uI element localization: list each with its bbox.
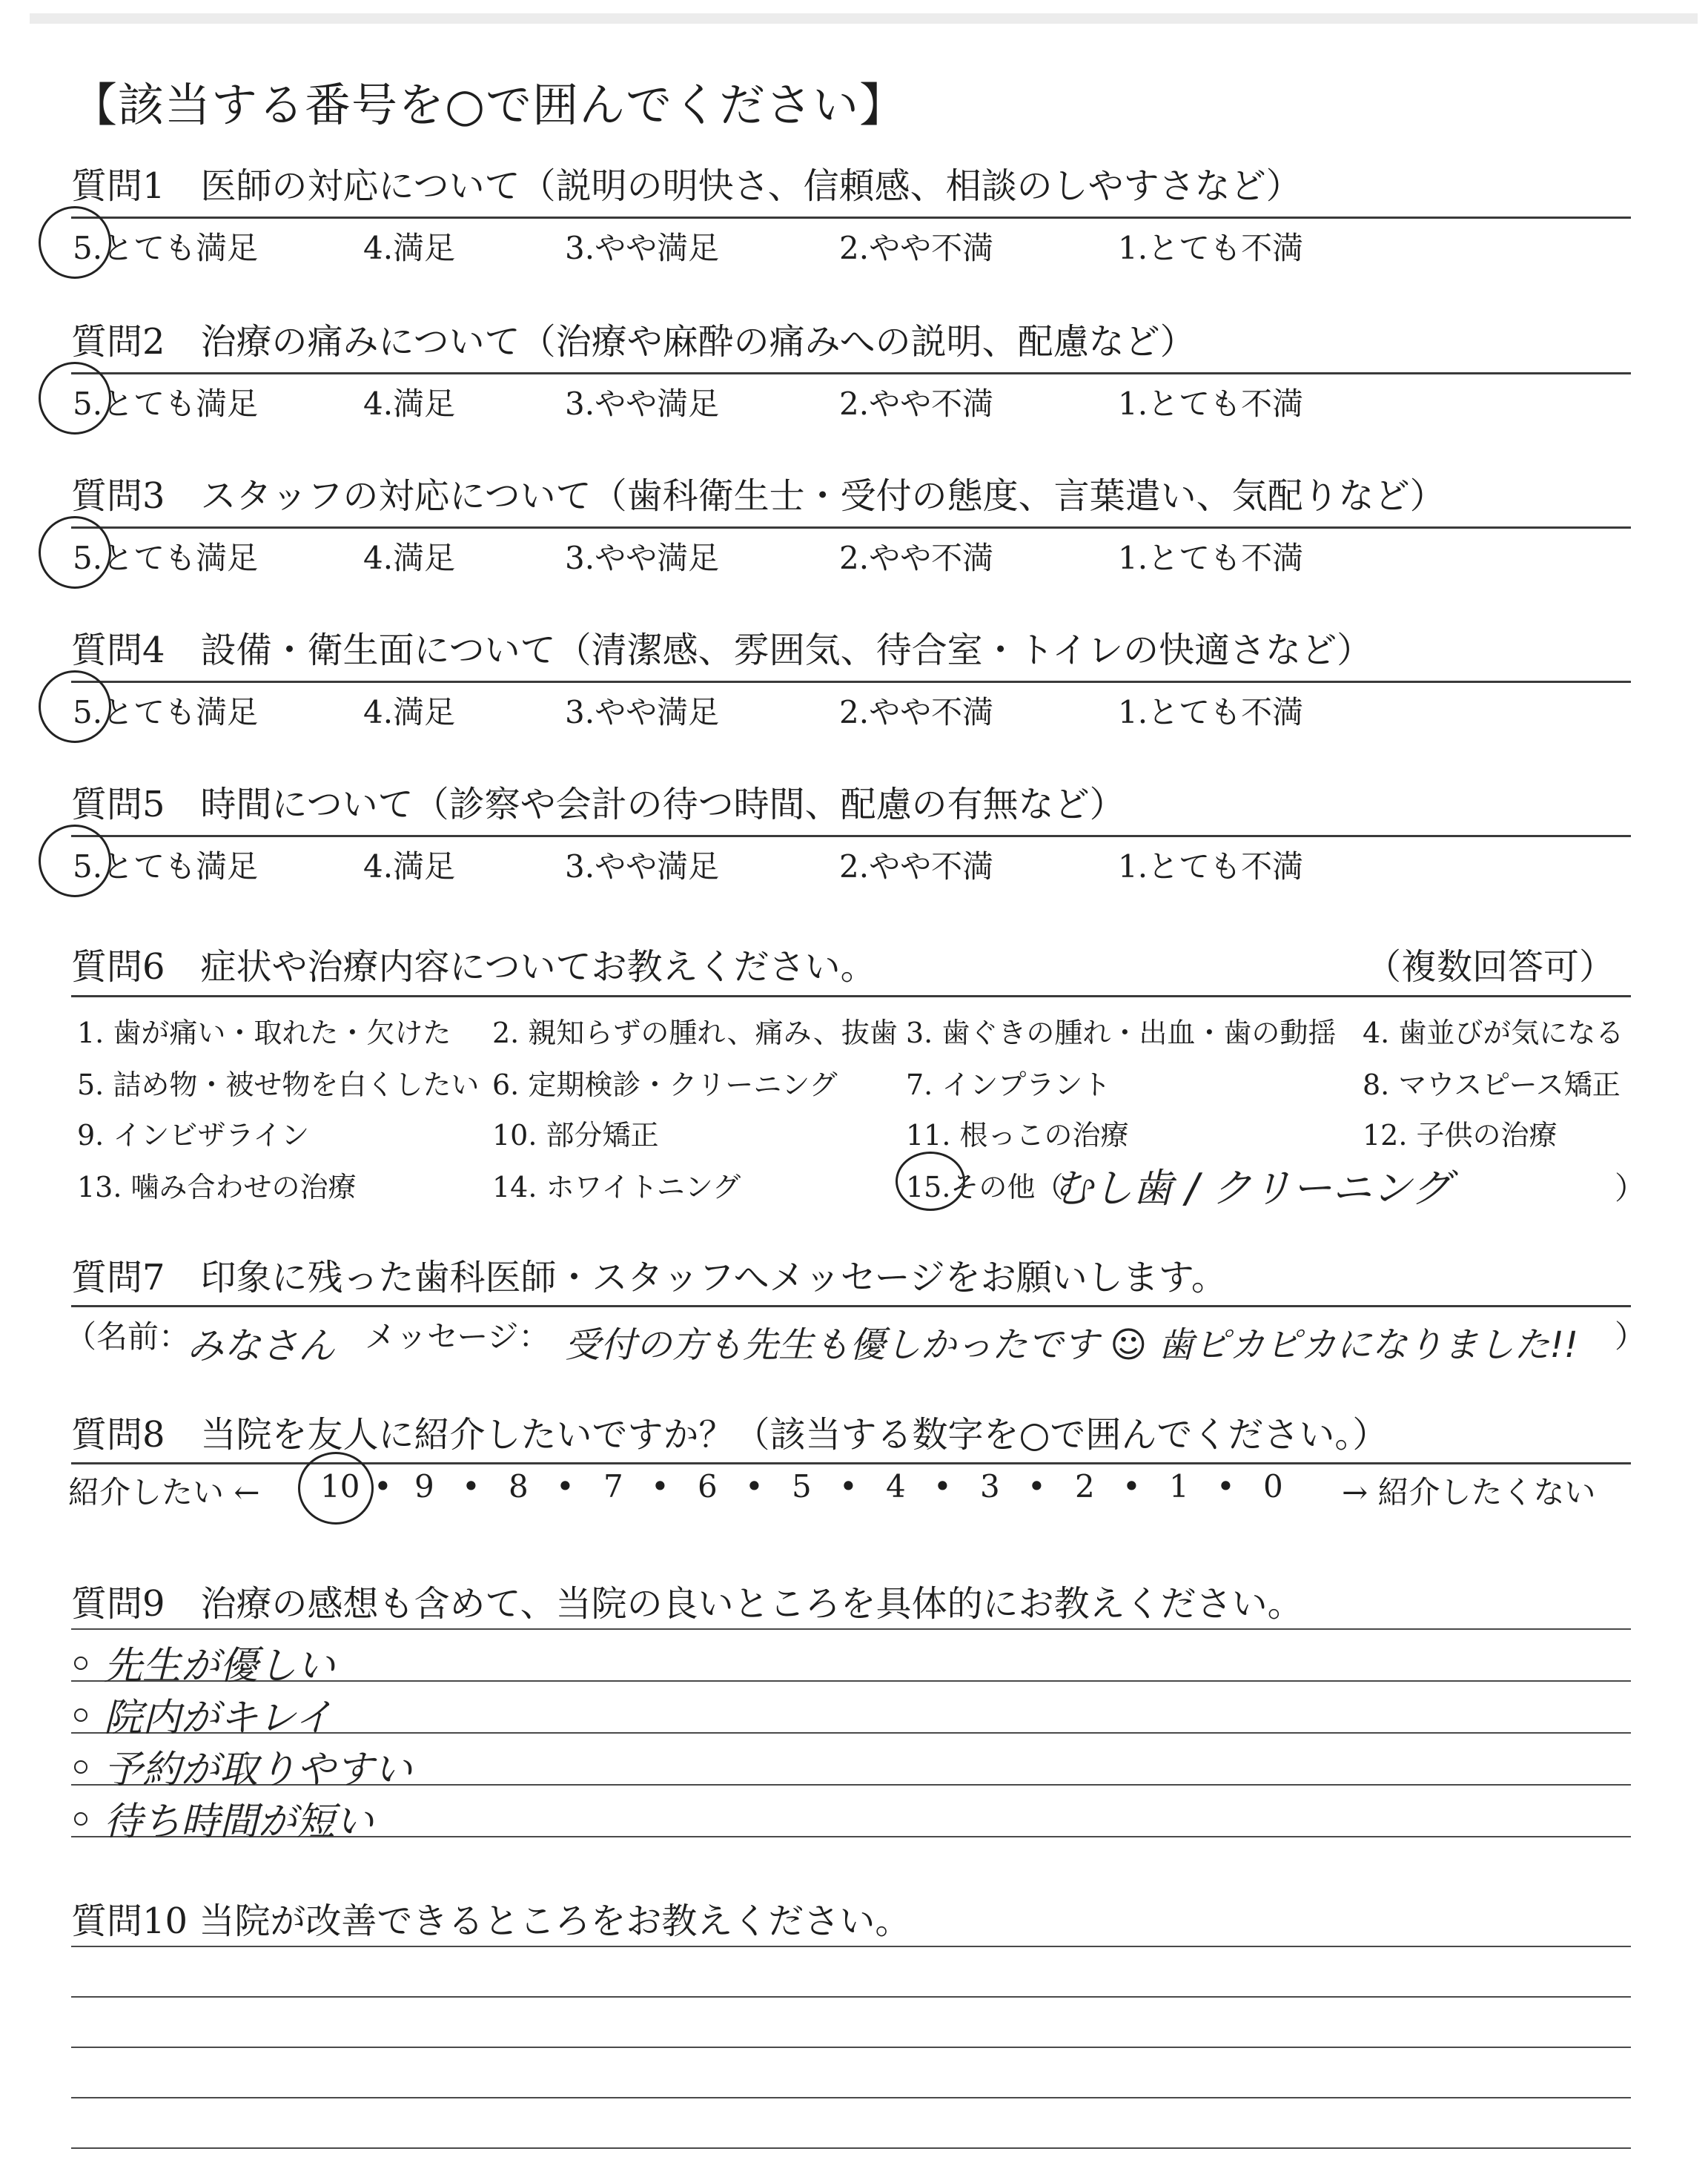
q3-rule: [71, 526, 1631, 529]
q5-selected-circle[interactable]: [39, 825, 111, 897]
q4-rule: [71, 681, 1631, 683]
q1-option-5[interactable]: 5.とても満足: [73, 230, 259, 266]
q2-title: 質問2 治療の痛みについて（治療や麻酔の痛みへの説明、配慮など）: [71, 321, 1196, 363]
q6-other-close: ）: [1615, 1170, 1646, 1206]
q1-option-3[interactable]: 3.やや満足: [565, 230, 720, 266]
q6-option-12[interactable]: 12. 子供の治療: [1363, 1119, 1558, 1152]
q6-option-13[interactable]: 13. 噛み合わせの治療: [77, 1171, 357, 1203]
q8-title: 質問8 当院を友人に紹介したいですか？（該当する数字を○で囲んでください。）: [71, 1414, 1388, 1456]
q5-option-5[interactable]: 5.とても満足: [73, 848, 259, 885]
q6-option-3[interactable]: 3. 歯ぐきの腫れ・出血・歯の動揺: [906, 1017, 1337, 1049]
q9-answer: 予約が取りやすい: [104, 1748, 413, 1792]
q10-title: 質問10 当院が改善できるところをお教えください。: [71, 1900, 911, 1942]
q8-separator-dot: •: [462, 1468, 480, 1505]
q6-option-11[interactable]: 11. 根っこの治療: [906, 1119, 1129, 1152]
q6-option-10[interactable]: 10. 部分矯正: [492, 1119, 659, 1152]
q3-option-1[interactable]: 1.とても不満: [1118, 540, 1304, 576]
q4-option-3[interactable]: 3.やや満足: [565, 694, 720, 730]
form-title: 【該当する番号を○で囲んでください】: [71, 78, 907, 132]
q8-value-4[interactable]: 4: [886, 1468, 906, 1505]
q8-separator-dot: •: [374, 1468, 392, 1505]
q6-option-9[interactable]: 9. インビザライン: [77, 1119, 310, 1152]
q4-option-5[interactable]: 5.とても満足: [73, 694, 259, 730]
q8-value-10[interactable]: 10: [320, 1468, 360, 1505]
q2-option-2[interactable]: 2.やや不満: [839, 386, 994, 422]
bullet-icon: [74, 1760, 87, 1774]
scan-edge: [30, 13, 1698, 24]
q3-option-2[interactable]: 2.やや不満: [839, 540, 994, 576]
q4-option-2[interactable]: 2.やや不満: [839, 694, 994, 730]
q8-separator-dot: •: [1122, 1468, 1141, 1505]
q3-title: 質問3 スタッフの対応について（歯科衛生士・受付の態度、言葉遣い、気配りなど）: [71, 475, 1446, 517]
q5-rule: [71, 835, 1631, 837]
q9-title: 質問9 治療の感想も含めて、当院の良いところを具体的にお教えください。: [71, 1583, 1303, 1625]
q2-option-5[interactable]: 5.とても満足: [73, 386, 259, 422]
q3-option-5[interactable]: 5.とても満足: [73, 540, 259, 576]
q1-selected-circle[interactable]: [39, 206, 111, 279]
q7-close: ）: [1615, 1318, 1646, 1355]
q10-line: [71, 2097, 1631, 2098]
q8-separator-dot: •: [933, 1468, 952, 1505]
q8-left-label: 紹介したい ←: [68, 1474, 260, 1510]
q6-option-8[interactable]: 8. マウスピース矯正: [1363, 1069, 1621, 1101]
bullet-icon: [74, 1657, 87, 1670]
q5-title: 質問5 時間について（診察や会計の待つ時間、配慮の有無など）: [71, 784, 1125, 825]
q2-option-4[interactable]: 4.満足: [363, 386, 456, 422]
q8-value-6[interactable]: 6: [698, 1468, 718, 1505]
q6-option-6[interactable]: 6. 定期検診・クリーニング: [492, 1069, 838, 1101]
q4-option-4[interactable]: 4.満足: [363, 694, 456, 730]
q7-name-value: みなさん: [187, 1324, 335, 1367]
q8-selected-circle[interactable]: [298, 1452, 374, 1525]
q7-title: 質問7 印象に残った歯科医師・スタッフへメッセージをお願いします。: [71, 1257, 1227, 1298]
q3-option-4[interactable]: 4.満足: [363, 540, 456, 576]
q10-line: [71, 2147, 1631, 2149]
q6-option-15[interactable]: 15.その他（: [906, 1171, 1064, 1203]
q8-value-1[interactable]: 1: [1169, 1468, 1189, 1505]
q6-option-1[interactable]: 1. 歯が痛い・取れた・欠けた: [77, 1017, 451, 1049]
q8-value-3[interactable]: 3: [980, 1468, 1000, 1505]
q7-rule: [71, 1305, 1631, 1307]
q2-option-1[interactable]: 1.とても不満: [1118, 386, 1304, 422]
q5-option-4[interactable]: 4.満足: [363, 848, 456, 885]
q4-title: 質問4 設備・衛生面について（清潔感、雰囲気、待合室・トイレの快適さなど）: [71, 630, 1373, 671]
q7-message-label: メッセージ：: [365, 1318, 550, 1355]
q3-selected-circle[interactable]: [39, 516, 111, 589]
q1-title: 質問1 医師の対応について（説明の明快さ、信頼感、相談のしやすさなど）: [71, 165, 1302, 207]
q6-rule: [71, 995, 1631, 997]
q5-option-1[interactable]: 1.とても不満: [1118, 848, 1304, 885]
q10-line: [71, 1996, 1631, 1998]
q8-rule: [71, 1462, 1631, 1464]
q4-selected-circle[interactable]: [39, 670, 111, 743]
q6-title: 質問6 症状や治療内容についてお教えください。: [71, 946, 876, 988]
q7-message-value: 受付の方も先生も優しかったです ☺ 歯ピカピカになりました!!: [565, 1324, 1579, 1366]
q2-selected-circle[interactable]: [39, 362, 111, 435]
q8-value-5[interactable]: 5: [792, 1468, 812, 1505]
q1-option-4[interactable]: 4.満足: [363, 230, 456, 266]
q8-separator-dot: •: [1217, 1468, 1235, 1505]
q8-separator-dot: •: [556, 1468, 575, 1505]
q1-option-1[interactable]: 1.とても不満: [1118, 230, 1304, 266]
q2-rule: [71, 372, 1631, 374]
q8-value-0[interactable]: 0: [1263, 1468, 1283, 1505]
q8-separator-dot: •: [651, 1468, 669, 1505]
q9-answer: 待ち時間が短い: [104, 1800, 374, 1844]
q6-option-7[interactable]: 7. インプラント: [906, 1069, 1111, 1101]
q6-option-2[interactable]: 2. 親知らずの腫れ、痛み、抜歯: [492, 1017, 898, 1049]
q7-name-label: （名前：: [65, 1318, 191, 1355]
q10-line: [71, 2047, 1631, 2048]
q6-option-14[interactable]: 14. ホワイトニング: [492, 1171, 741, 1203]
q2-option-3[interactable]: 3.やや満足: [565, 386, 720, 422]
q8-separator-dot: •: [1027, 1468, 1046, 1505]
q5-option-2[interactable]: 2.やや不満: [839, 848, 994, 885]
q8-separator-dot: •: [839, 1468, 858, 1505]
q5-option-3[interactable]: 3.やや満足: [565, 848, 720, 885]
q4-option-1[interactable]: 1.とても不満: [1118, 694, 1304, 730]
q6-option-4[interactable]: 4. 歯並びが気になる: [1363, 1017, 1624, 1049]
q8-value-2[interactable]: 2: [1075, 1468, 1095, 1505]
q1-option-2[interactable]: 2.やや不満: [839, 230, 994, 266]
q6-other-handwritten: むし歯 / クリーニング: [1053, 1165, 1452, 1212]
q8-value-9[interactable]: 9: [414, 1468, 434, 1505]
bullet-icon: [74, 1708, 87, 1722]
q8-value-8[interactable]: 8: [509, 1468, 529, 1505]
q8-separator-dot: •: [745, 1468, 764, 1505]
q8-value-7[interactable]: 7: [603, 1468, 623, 1505]
bullet-icon: [74, 1812, 87, 1826]
q9-answer: 院内がキレイ: [104, 1696, 333, 1740]
q3-option-3[interactable]: 3.やや満足: [565, 540, 720, 576]
q6-option-5[interactable]: 5. 詰め物・被せ物を白くしたい: [77, 1069, 480, 1101]
q9-line: [71, 1628, 1631, 1630]
q6-selected-circle[interactable]: [896, 1152, 965, 1211]
q9-answer: 先生が優しい: [104, 1644, 336, 1688]
q6-note: （複数回答可）: [1366, 946, 1615, 988]
q1-rule: [71, 217, 1631, 219]
q8-right-label: → 紹介したくない: [1342, 1474, 1596, 1510]
q10-line: [71, 1946, 1631, 1947]
